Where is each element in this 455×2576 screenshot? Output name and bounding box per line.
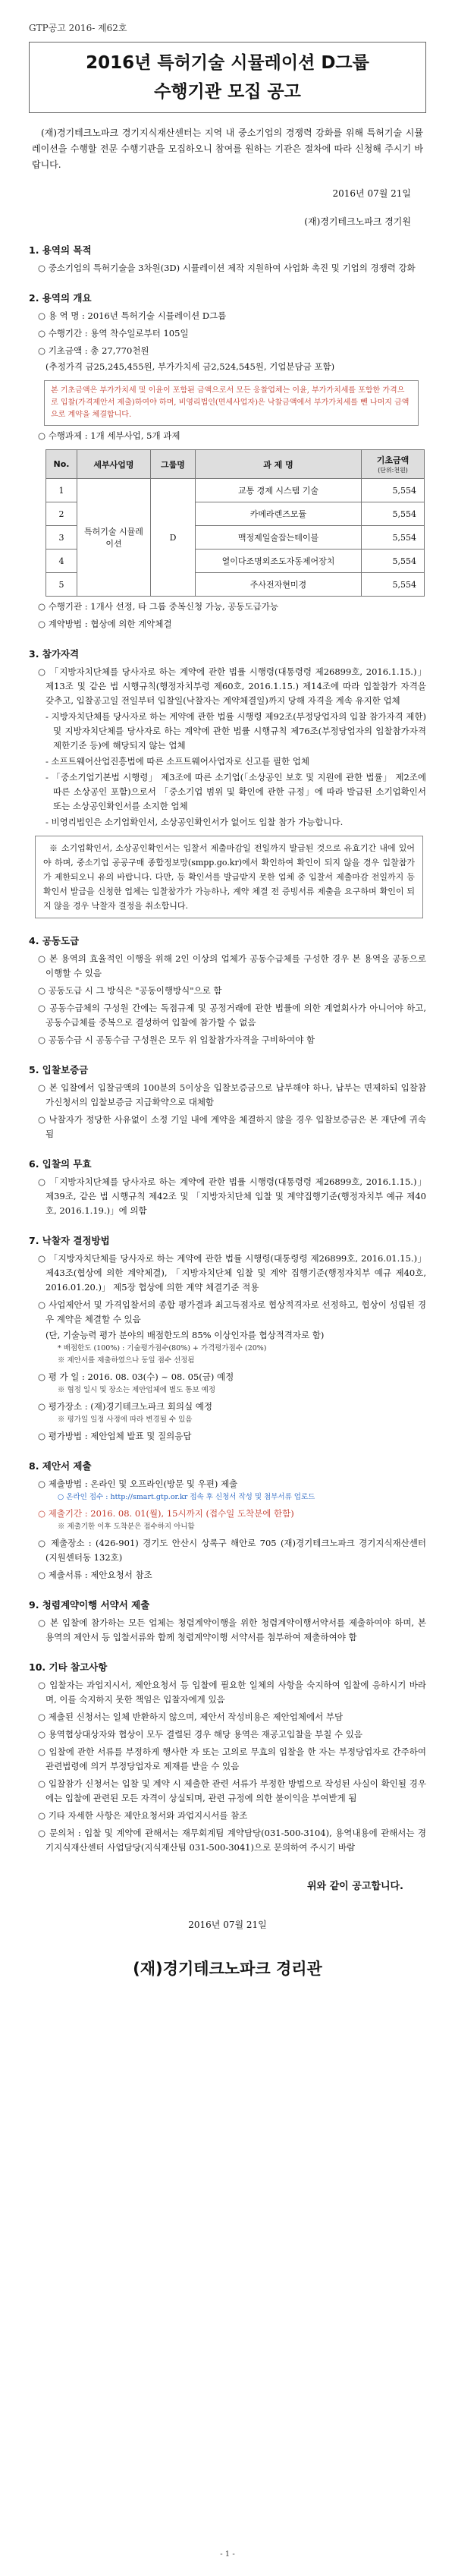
reference-item: ○ 입찰참가 신청서는 입찰 및 계약 시 제출한 관련 서류가 부정한 방법으로 작성된 사실이 확인될 경우에는 입찰에 관련된 모든 자격이 상실되며, 관련 규정에 의한 불이익을 부여받게 됨	[38, 1778, 426, 1803]
row-amount: 5,554	[362, 550, 425, 573]
col-task: 과 제 명	[196, 450, 362, 479]
joint-contract-item: ○ 공동수급체의 구성원 간에는 독점규제 및 공정거래에 관한 법률에 의한 계열회사가 아니어야 하고, 공동수급체를 중복으로 결성하여 입찰에 참가할 수 없음	[38, 1003, 426, 1028]
business-name: 특허기술 시뮬레이션	[77, 479, 151, 597]
issuing-org: (재)경기테크노파크 경기원	[304, 216, 411, 227]
row-no: 2	[46, 502, 77, 526]
late-submission-note: ※ 제출기한 이후 도착분은 접수하지 아니함	[58, 1523, 195, 1531]
page-number: - 1 -	[220, 2550, 235, 2559]
submit-documents: ○ 제출서류 : 제안요청서 참조	[38, 1570, 152, 1580]
col-amount-unit: (단위:천원)	[378, 467, 408, 474]
evaluation-place: ○ 평가장소 : (재)경기테크노파크 회의실 예정	[38, 1401, 213, 1412]
row-no: 5	[46, 573, 77, 597]
row-no: 1	[46, 479, 77, 502]
certificate-notice-box: ※ 소기업확인서, 소상공인확인서는 입찰서 제출마감일 전일까지 발급된 것으로 유효기간 내에 있어야 하며, 중소기업 공공구매 종합정보망(smpp.go.kr)에서 확인하여 확인이 되지 않을 경우 입찰참가가 제한되오니 유의 바랍니다. 다만, 등 확인서를 발급받지 못한 업체 중 입찰서 제출마감 전일까지 등 확인서 발급을 신청한 업체는 입찰참가가 가능하나, 계약 체결 전 증빙서류 제출을 요구하며 확인이 되지 않을 경우 낙찰자 결정을 취소합니다.	[35, 836, 423, 918]
online-submit-link[interactable]: ○ 온라인 접수 : http://smart.gtp.or.kr 접속 후 신청서 작성 및 첨부서류 업로드	[58, 1493, 315, 1501]
same-score-note: ※ 제안서를 제출하였으나 동일 점수 선정됨	[58, 1356, 195, 1365]
bid-invalid-item: ○ 「지방자치단체를 당사자로 하는 계약에 관한 법률 시행령(대통령령 제26899호, 2016.1.15.)」 제39조, 같은 법 시행규칙 제42조 및 「지방자치단체 입찰 및 계약집행기준(행정자치부 예규 제40호, 2016.1.19.)」에 의함	[38, 1176, 426, 1216]
integrity-pledge-item: ○ 본 입찰에 참가하는 모든 업체는 청렴계약이행을 위한 청렴계약이행서약서를 제출하여야 하며, 본 용역의 제안서 등 입찰서류와 함께 청렴계약이행 서약서를 첨부하여 제출하여야 함	[38, 1617, 426, 1642]
section-8-title: 8. 제안서 제출	[29, 1460, 92, 1472]
section-1-title: 1. 용역의 목적	[29, 244, 92, 256]
col-amount	[362, 450, 425, 479]
title-box	[29, 42, 426, 113]
section-6-title: 6. 입찰의 무효	[29, 1158, 92, 1170]
row-amount: 5,554	[362, 502, 425, 526]
col-group: 그룹명	[151, 450, 196, 479]
col-amount-label: 기초금액	[376, 455, 410, 465]
section-10-title: 10. 기타 참고사항	[29, 1661, 108, 1673]
eligibility-item: ○ 「지방자치단체를 당사자로 하는 계약에 관한 법률 시행령(대통령령 제26899호, 2016.1.15.)」 제13조 및 같은 법 시행규칙(행정자치부령 제60호, 2016.1.15.) 제14조에 따라 입찰참가 자격을 갖추고, 입찰공고일 전일부터 입찰일(낙찰자는 계약체결일)까지 당해 자격을 계속 유지한 업체	[38, 666, 426, 706]
row-amount: 5,554	[362, 479, 425, 502]
footer-date: 2016년 07월 21일	[188, 1919, 267, 1930]
section-5-title: 5. 입찰보증금	[29, 1064, 89, 1075]
contact-info: ○ 문의처 : 입찰 및 계약에 관해서는 재무회계팀 계약담당(031-500-3104), 용역내용에 관해서는 경기지식재산센터 사업담당(지식재산팀 031-500-3041)으로 문의하여 주시기 바람	[38, 1828, 426, 1853]
eligibility-subitem: - 소프트웨어산업진흥법에 따른 소프트웨어사업자로 신고를 필한 업체	[46, 756, 309, 767]
section-4-title: 4. 공동도급	[29, 935, 80, 946]
title-line-1: 2016년 특허기술 시뮬레이션 D그룹	[86, 53, 369, 73]
row-task: 카메라렌즈모듈	[196, 502, 362, 526]
submit-method: ○ 제출방법 : 온라인 및 오프라인(방문 및 우편) 제출	[38, 1479, 238, 1489]
row-no: 3	[46, 526, 77, 550]
doc-number: GTP공고 2016- 제62호	[29, 23, 127, 33]
bid-deposit-item: ○ 본 입찰에서 입찰금액의 100분의 5이상을 입찰보증금으로 납부해야 하나, 납부는 면제하되 입찰참가신청서의 입찰보증금 지급확약으로 대체함	[38, 1082, 426, 1107]
row-task: 교통 경제 시스템 기술	[196, 479, 362, 502]
evaluation-method: ○ 평가방법 : 제안업체 발표 및 질의응답	[38, 1431, 192, 1441]
footer-org: (재)경기테크노파크 경리관	[133, 1960, 322, 1978]
closing-statement: 위와 같이 공고합니다.	[306, 1881, 403, 1892]
section-3-title: 3. 참가자격	[29, 648, 80, 660]
service-name: ○ 용 역 명 : 2016년 특허기술 시뮬레이션 D그룹	[38, 310, 227, 321]
reference-item: ○ 용역협상대상자와 협상이 모두 결렬된 경우 해당 용역은 재공고입찰을 부칠 수 있음	[38, 1729, 362, 1740]
evaluation-date: ○ 평 가 일 : 2016. 08. 03(수) ~ 08. 05(금) 예정	[38, 1371, 234, 1382]
section-2-title: 2. 용역의 개요	[29, 292, 92, 304]
table-row	[46, 479, 425, 502]
score-ratio-note: * 배점한도 (100%) : 기술평가점수(80%) + 가격평가점수 (20%)	[58, 1344, 267, 1353]
submit-place: ○ 제출장소 : (426-901) 경기도 안산시 상록구 해안로 705 (재)경기테크노파크 경기지식재산센터 (지원센터동 132호)	[38, 1538, 426, 1563]
task-table	[46, 449, 425, 597]
joint-contract-item: ○ 본 용역의 효율적인 이행을 위해 2인 이상의 업체가 공동수급체를 구성한 경우 본 용역을 공동으로 이행할 수 있음	[38, 953, 426, 978]
reference-item: ○ 기타 자세한 사항은 제안요청서와 과업지시서를 참조	[38, 1810, 248, 1821]
base-amount: ○ 기초금액 : 총 27,770천원	[38, 345, 149, 356]
evaluation-place-note: ※ 평가일 일정 사정에 따라 변경될 수 있음	[58, 1416, 193, 1424]
submit-period	[29, 1507, 426, 1521]
section-7-title: 7. 낙찰자 결정방법	[29, 1235, 110, 1246]
row-amount: 5,554	[362, 573, 425, 597]
col-no: No.	[46, 450, 77, 479]
eligibility-subitem: - 「중소기업기본법 시행령」 제3조에 따른 소기업(「소상공인 보호 및 지원에 관한 법률」 제2조에 따른 소상공인 포함)으로서 「중소기업 범위 및 확인에 관한 규정」에 따라 발급된 소기업확인서 또는 소상공인확인서를 소지한 업체	[46, 772, 426, 811]
online-submit-note	[29, 1491, 426, 1504]
submit-deadline: ○ 제출기간 : 2016. 08. 01(월), 15시까지 (접수일 도착분에 한함)	[38, 1508, 294, 1519]
col-business: 세부사업명	[77, 450, 151, 479]
group-name: D	[151, 479, 196, 597]
estimated-price: (추정가격 금25,245,455원, 부가가치세 금2,524,545원, 기업분담금 포함)	[46, 361, 335, 372]
joint-contract-item: ○ 공동수급 시 공동수급 구성원은 모두 위 입찰참가자격을 구비하여야 함	[38, 1034, 315, 1045]
bid-deposit-item: ○ 낙찰자가 정당한 사유없이 소정 기일 내에 계약을 체결하지 않을 경우 입찰보증금은 본 재단에 귀속됨	[38, 1114, 426, 1139]
reference-item: ○ 입찰에 관한 서류를 부정하게 행사한 자 또는 고의로 무효의 입찰을 한 자는 부정당업자로 간주하여 관련법령에 의거 부정당업자로 제재를 받을 수 있음	[38, 1746, 426, 1771]
intro-paragraph: (재)경기테크노파크 경기지식재산센터는 지역 내 중소기업의 경쟁력 강화를 위해 특허기술 시뮬레이션을 수행할 전문 수행기관을 모집하오니 참여를 원하는 기관은 절차에 따라 신청해 주시기 바랍니다.	[32, 128, 423, 170]
vat-notice: 본 기초금액은 부가가치세 및 이윤이 포함된 금액으로서 모든 응찰업체는 이윤, 부가가치세를 포함한 가격으로 입찰(가격제안서 제출)하여야 하며, 비영리법인(면세사업자)은 낙찰금액에서 부가가치세를 뺀 나머지 금액으로 계약을 체결합니다.	[44, 380, 419, 426]
task-summary: ○ 수행과제 : 1개 세부사업, 5개 과제	[38, 430, 180, 441]
joint-contract-item: ○ 공동도급 시 그 방식은 "공동이행방식"으로 함	[38, 985, 222, 996]
reference-item: ○ 제출된 신청서는 일체 반환하지 않으며, 제안서 작성비용은 제안업체에서 부담	[38, 1712, 344, 1722]
eligibility-subitem: - 비영리법인은 소기업확인서, 소상공인확인서가 없어도 입찰 참가 가능합니다.	[46, 817, 344, 827]
row-no: 4	[46, 550, 77, 573]
award-method-item: ○ 사업제안서 및 가격입찰서의 종합 평가결과 최고득점자로 협상적격자로 선정하고, 협상이 성립된 경우 계약을 체결할 수 있음	[38, 1299, 426, 1324]
title-line-2: 수행기관 모집 공고	[154, 82, 301, 102]
section-9-title: 9. 청렴계약이행 서약서 제출	[29, 1599, 150, 1611]
eligibility-subitem: - 지방자치단체를 당사자로 하는 계약에 관한 법률 시행령 제92조(부정당업자의 입찰 참가자격 제한) 및 지방자치단체를 당사자로 하는 계약에 관한 법률 시행규칙 제76조(부정당업자의 입찰참가자격 제한기준 등)에 해당되지 않는 업체	[46, 711, 426, 751]
row-task: 열이다조명외조도자동제어장치	[196, 550, 362, 573]
selection-count: ○ 수행기관 : 1개사 선정, 타 그룹 중복신청 가능, 공동도급가능	[38, 601, 278, 612]
contract-method: ○ 계약방법 : 협상에 의한 계약체결	[38, 619, 172, 629]
service-period: ○ 수행기간 : 용역 착수일로부터 105일	[38, 328, 189, 339]
award-method-item: ○ 「지방자치단체를 당사자로 하는 계약에 관한 법률 시행령(대통령령 제26899호, 2016.01.15.)」 제43조(협상에 의한 계약체결), 「지방자치단체 입찰 및 계약 집행기준(행정자치부 예규 제40호, 2016.01.20.)」 제5장 협상에 의한 계약 체결기준 적용	[38, 1253, 426, 1293]
award-method-note: (단, 기술능력 평가 분야의 배점한도의 85% 이상인자를 협상적격자로 함)	[46, 1330, 325, 1340]
announcement-date: 2016년 07월 21일	[332, 188, 411, 199]
row-task: 주사전자현미경	[196, 573, 362, 597]
section-1-item: ○ 중소기업의 특허기술을 3차원(3D) 시뮬레이션 제작 지원하여 사업화 촉진 및 기업의 경쟁력 강화	[38, 263, 416, 273]
row-task: 맥정제일술잡는테이블	[196, 526, 362, 550]
row-amount: 5,554	[362, 526, 425, 550]
evaluation-date-note: ※ 협정 일시 및 장소는 제안업체에 별도 통보 예정	[58, 1386, 216, 1394]
reference-item: ○ 입찰자는 과업지시서, 제안요청서 등 입찰에 필요한 일체의 사항을 숙지하여 입찰에 응하시기 바라며, 이를 숙지하지 못한 책임은 입찰자에게 있음	[38, 1680, 426, 1705]
